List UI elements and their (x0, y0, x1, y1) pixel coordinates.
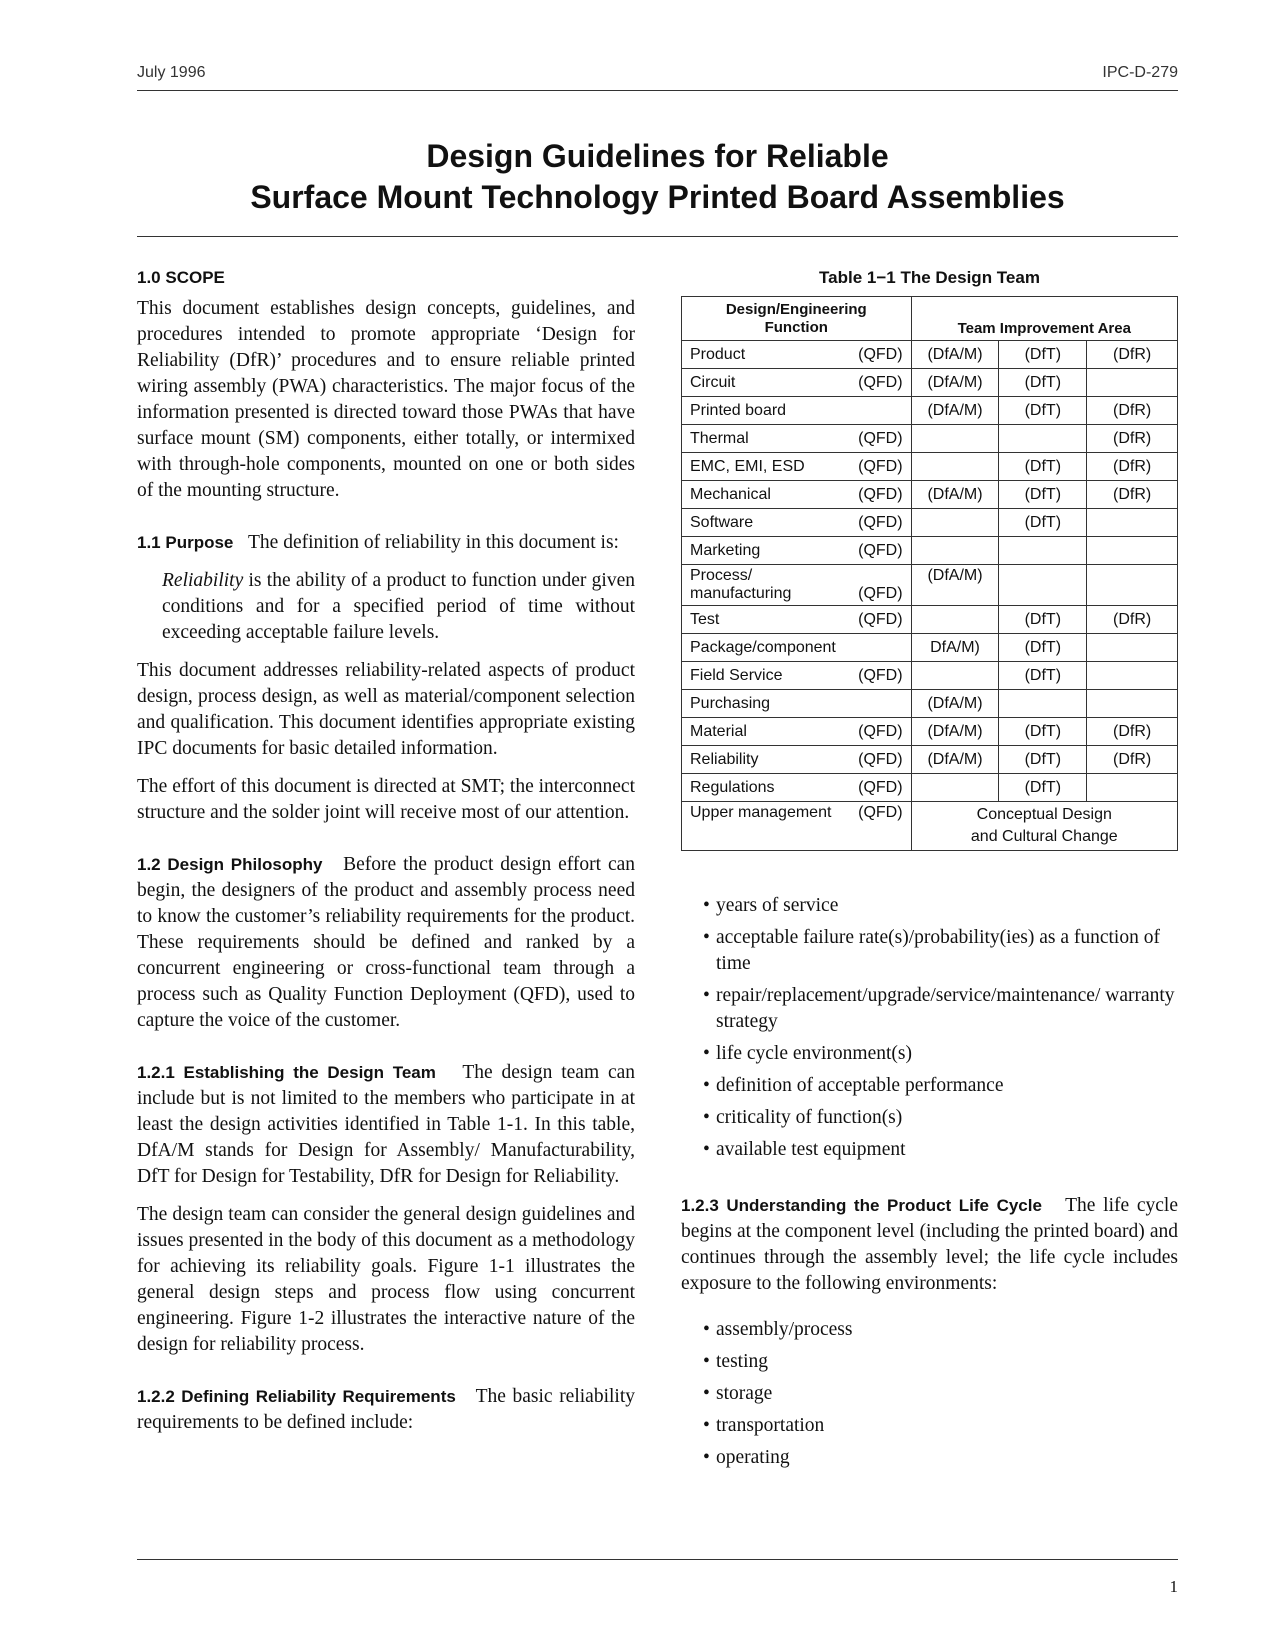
cell-dfa (911, 509, 999, 537)
table-row-upper-management (682, 802, 1178, 851)
cell-function: Reliability (QFD) (682, 746, 912, 774)
purpose-text: The definition of reliability in this document is: (248, 532, 619, 553)
cell-dfa: (DfA/M) (911, 481, 999, 509)
cell-dft: (DfT) (999, 509, 1087, 537)
design-team-table (681, 296, 1178, 851)
cell-dfa (911, 425, 999, 453)
lifecycle-text: The life cycle begins at the component level (including the printed board) and continues through the assembly level; the life cycle includes exposure to the following environments: (681, 1195, 1179, 1294)
cell-function: Test (QFD) (682, 606, 912, 634)
cell-dft: (DfT) (999, 341, 1087, 369)
cell-dfr: (DfR) (1087, 746, 1178, 774)
purpose-heading: 1.1 Purpose (137, 533, 234, 552)
cell-dfa (911, 606, 999, 634)
requirements-list (681, 893, 1178, 1163)
title-line-1: Design Guidelines for Reliable (426, 138, 889, 174)
team-paragraph-2: The design team can consider the general design guidelines and issues presented in the body of this document as a methodology for achieving its reliability goals. Figure 1-1 illustrates the general design steps and process flow using concurrent engineering. Figure 1-2 illustrates the interactive nature of the design for reliability process. (137, 1204, 635, 1355)
purpose-paragraph-3: The effort of this document is directed at SMT; the interconnect structure and the solder joint will receive most of our attention. (137, 776, 635, 823)
cell-function: Mechanical (QFD) (682, 481, 912, 509)
scope-heading: 1.0 SCOPE (137, 268, 225, 287)
cell-dft: (DfT) (999, 718, 1087, 746)
lifecycle-list (681, 1317, 1178, 1471)
header-rule (137, 90, 1178, 91)
table-row (682, 369, 1178, 397)
list-item: • criticality of function(s) (681, 1105, 1178, 1131)
footer-rule (137, 1559, 1178, 1560)
cell-function: Software (QFD) (682, 509, 912, 537)
table-row (682, 565, 1178, 606)
cell-function: Marketing (QFD) (682, 537, 912, 565)
cell-function: Upper management (QFD) (682, 802, 912, 851)
table-body (682, 341, 1178, 851)
requirements-heading: 1.2.2 Defining Reliability Requirements (137, 1387, 456, 1406)
cell-dfr (1087, 537, 1178, 565)
cell-dfa: (DfA/M) (911, 341, 999, 369)
cell-dfr (1087, 369, 1178, 397)
reliability-term: Reliability (162, 570, 244, 591)
table-row (682, 537, 1178, 565)
list-item: • years of service (681, 893, 1178, 919)
cell-dfa (911, 662, 999, 690)
table-row (682, 634, 1178, 662)
cell-dfr: (DfR) (1087, 397, 1178, 425)
team-text: The design team can include but is not limited to the members who participate in at least the design activities identified in Table 1-1. In this table, DfA/M stands for Design for Assembly/ Manufacturability, DfT for Design for Testability, DfR for Design for Reliability. (137, 1062, 636, 1187)
cell-dft (999, 425, 1087, 453)
reliability-definition (162, 568, 635, 646)
cell-dfa: (DfA/M) (911, 565, 999, 606)
table-row (682, 662, 1178, 690)
table-row (682, 481, 1178, 509)
col-function-header: Design/Engineering Function (682, 297, 912, 341)
document-title (137, 136, 1178, 218)
philosophy-paragraph (137, 852, 635, 1034)
cell-function: EMC, EMI, ESD (QFD) (682, 453, 912, 481)
table-header-row (682, 297, 1178, 341)
cell-dft: (DfT) (999, 746, 1087, 774)
cell-dfa (911, 537, 999, 565)
cell-function: Thermal (QFD) (682, 425, 912, 453)
cell-dfr (1087, 662, 1178, 690)
cell-dft: (DfT) (999, 481, 1087, 509)
cell-function: Purchasing (682, 690, 912, 718)
left-column (137, 268, 635, 1436)
cell-dfr: (DfR) (1087, 718, 1178, 746)
list-item: • available test equipment (681, 1137, 1178, 1163)
cell-function: Process/ manufacturing (QFD) (682, 565, 912, 606)
header-doc-id: IPC-D-279 (1102, 64, 1178, 81)
cell-dft: (DfT) (999, 634, 1087, 662)
purpose-paragraph-2: This document addresses reliability-related aspects of product design, process design, as well as material/component selection and qualification. This document identifies appropriate existing IPC documents for basic detailed information. (137, 660, 635, 759)
philosophy-text: Before the product design effort can begin, the designers of the product and assembly process need to know the customer’s reliability requirements for the product. These requirements should be defined and ranked by a concurrent engineering or cross-functional team through a process such as Quality Function Deployment (QFD), used to capture the voice of the customer. (137, 854, 636, 1031)
list-item: • transportation (681, 1413, 1178, 1439)
purpose-paragraph (137, 530, 635, 556)
list-item: • storage (681, 1381, 1178, 1407)
cell-dfr (1087, 634, 1178, 662)
team-heading: 1.2.1 Establishing the Design Team (137, 1063, 436, 1082)
table-row (682, 746, 1178, 774)
list-item: • acceptable failure rate(s)/probability(ies) as a function of time (681, 925, 1178, 977)
cell-function: Product (QFD) (682, 341, 912, 369)
title-rule (137, 236, 1178, 237)
cell-dfr: (DfR) (1087, 341, 1178, 369)
reliability-definition-text: is the ability of a product to function under given conditions and for a specified period of time without exceeding acceptable failure levels. (162, 570, 635, 643)
table-row (682, 606, 1178, 634)
cell-dft: (DfT) (999, 369, 1087, 397)
scope-text: This document establishes design concepts, guidelines, and procedures intended to promote appropriate ‘Design for Reliability (DfR)’ procedures and to ensure reliable printed wiring assembly (PWA) characteristics. The major focus of the information presented is directed toward those PWAs that have surface mount (SM) components, either totally, or intermixed with through-hole components, mounted on one or both sides of the mounting structure. (137, 298, 635, 501)
cell-dfa: (DfA/M) (911, 746, 999, 774)
col-team-improvement-header: Team Improvement Area (911, 297, 1177, 341)
cell-conceptual-design: Conceptual Design and Cultural Change (911, 802, 1177, 851)
requirements-paragraph (137, 1384, 635, 1436)
cell-dfa: (DfA/M) (911, 369, 999, 397)
team-paragraph (137, 1060, 635, 1190)
cell-dft (999, 537, 1087, 565)
table-row (682, 341, 1178, 369)
cell-function: Circuit (QFD) (682, 369, 912, 397)
cell-function: Package/component (682, 634, 912, 662)
title-line-2: Surface Mount Technology Printed Board Assemblies (250, 179, 1065, 215)
cell-dfr: (DfR) (1087, 425, 1178, 453)
table-row (682, 718, 1178, 746)
list-item: • assembly/process (681, 1317, 1178, 1343)
cell-dft (999, 565, 1087, 606)
cell-dfa (911, 774, 999, 802)
table-row (682, 453, 1178, 481)
cell-dfr (1087, 565, 1178, 606)
cell-function: Material (QFD) (682, 718, 912, 746)
header-date: July 1996 (137, 64, 206, 81)
table-row (682, 509, 1178, 537)
cell-function: Printed board (682, 397, 912, 425)
cell-dfr (1087, 774, 1178, 802)
cell-dft: (DfT) (999, 662, 1087, 690)
list-item: • definition of acceptable performance (681, 1073, 1178, 1099)
cell-dft: (DfT) (999, 397, 1087, 425)
table-row (682, 774, 1178, 802)
table-row (682, 425, 1178, 453)
table-caption: Table 1−1 The Design Team (819, 268, 1040, 287)
cell-dfr (1087, 690, 1178, 718)
cell-dfa (911, 453, 999, 481)
cell-dft (999, 690, 1087, 718)
cell-dfa: (DfA/M) (911, 718, 999, 746)
list-item: • life cycle environment(s) (681, 1041, 1178, 1067)
lifecycle-paragraph (681, 1193, 1178, 1297)
lifecycle-heading: 1.2.3 Understanding the Product Life Cycle (681, 1196, 1042, 1215)
cell-dfa: (DfA/M) (911, 397, 999, 425)
cell-dfr: (DfR) (1087, 481, 1178, 509)
requirements-text: The basic reliability requirements to be defined include: (137, 1386, 635, 1433)
list-item: • testing (681, 1349, 1178, 1375)
cell-dfr: (DfR) (1087, 606, 1178, 634)
cell-dfr (1087, 509, 1178, 537)
cell-dfa: (DfA/M) (911, 690, 999, 718)
cell-function: Field Service (QFD) (682, 662, 912, 690)
cell-dft: (DfT) (999, 774, 1087, 802)
table-row (682, 397, 1178, 425)
page-number: 1 (1169, 1577, 1178, 1596)
list-item: • operating (681, 1445, 1178, 1471)
right-column (681, 268, 1178, 1477)
cell-dft: (DfT) (999, 606, 1087, 634)
cell-dfr: (DfR) (1087, 453, 1178, 481)
cell-dfa: DfA/M) (911, 634, 999, 662)
list-item: • repair/replacement/upgrade/service/maintenance/ warranty strategy (681, 983, 1178, 1035)
philosophy-heading: 1.2 Design Philosophy (137, 855, 323, 874)
table-row (682, 690, 1178, 718)
cell-function: Regulations (QFD) (682, 774, 912, 802)
cell-dft: (DfT) (999, 453, 1087, 481)
